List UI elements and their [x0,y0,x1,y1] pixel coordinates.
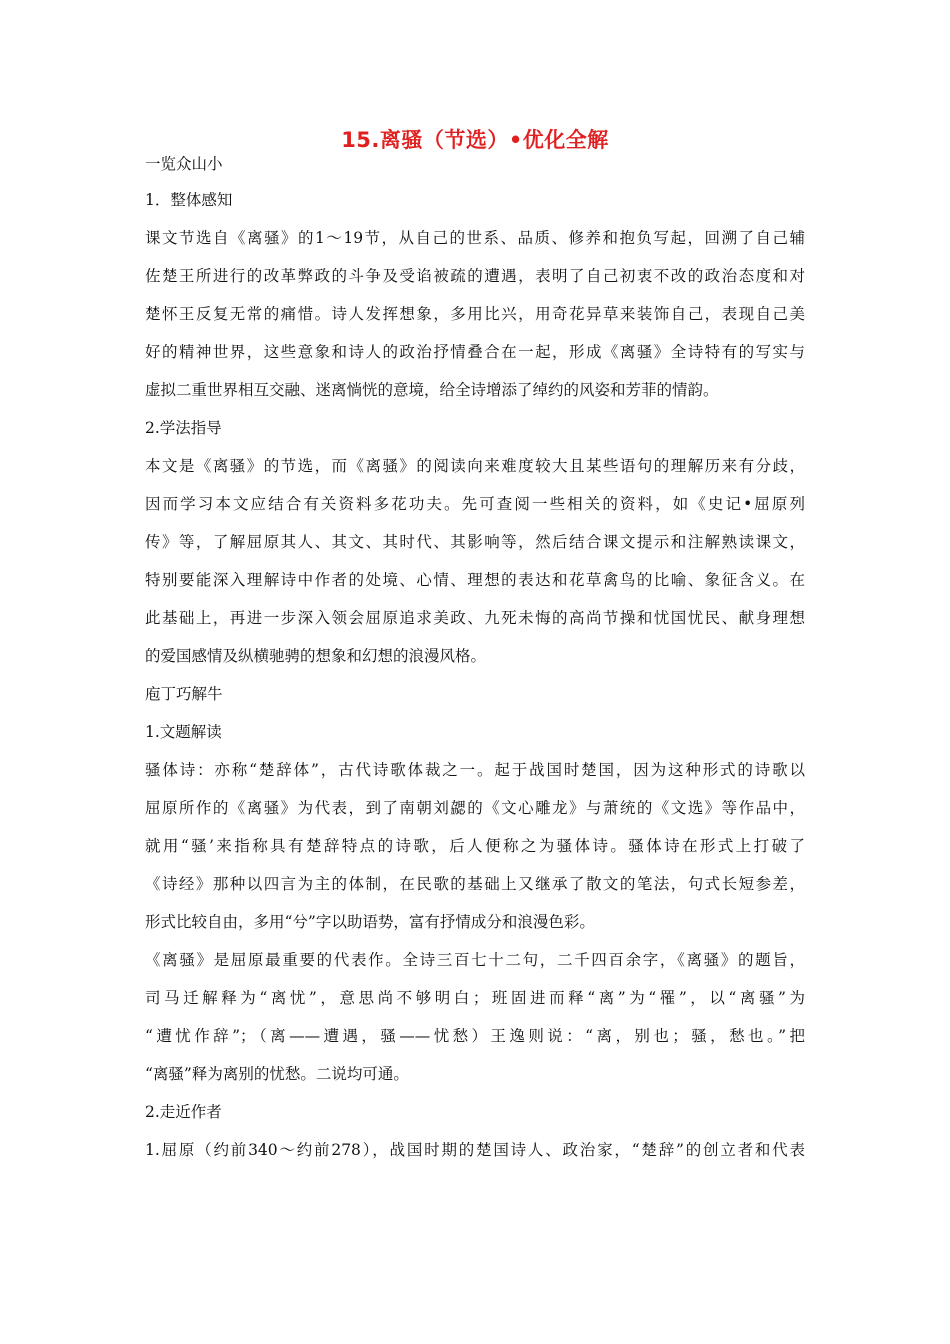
paragraph-line: 《诗经》那种以四言为主的体制，在民歌的基础上又继承了散文的笔法，句式长短参差， [145,875,805,893]
paragraph-line: 楚怀王反复无常的痛惜。诗人发挥想象，多用比兴，用奇花异草来装饰自己，表现自己美 [145,305,805,323]
subsection-heading: 1．整体感知 [145,191,233,209]
document-title: 15.离骚（节选）•优化全解 [341,128,609,152]
paragraph-line: 司马迁解释为“离忧”，意思尚不够明白；班固进而释“离”为“罹”，以“离骚”为 [145,989,805,1007]
subsection-heading: 2.学法指导 [145,419,222,437]
paragraph-line: “离骚”释为离别的忧愁。二说均可通。 [145,1065,409,1083]
paragraph-line: 就用“骚’来指称具有楚辞特点的诗歌，后人便称之为骚体诗。骚体诗在形式上打破了 [145,837,805,855]
paragraph-line: 虚拟二重世界相互交融、迷离惝恍的意境，给全诗增添了绰约的风姿和芳菲的情韵。 [145,381,719,399]
paragraph-line: 佐楚王所进行的改革弊政的斗争及受谄被疏的遭遇，表明了自己初衷不改的政治态度和对 [145,267,805,285]
section-heading: 一览众山小 [145,155,223,173]
paragraph-line: 形式比较自由，多用“兮”字以助语势，富有抒情成分和浪漫色彩。 [145,913,595,931]
subsection-heading: 2.走近作者 [145,1103,222,1121]
paragraph-line: 骚体诗：亦称“楚辞体”，古代诗歌体裁之一。起于战国时楚国，因为这种形式的诗歌以 [145,761,805,779]
paragraph-line: 特别要能深入理解诗中作者的处境、心情、理想的表达和花草禽鸟的比喻、象征含义。在 [145,571,805,589]
paragraph-line: 好的精神世界，这些意象和诗人的政治抒情叠合在一起，形成《离骚》全诗特有的写实与 [145,343,805,361]
paragraph-line: 的爱国感情及纵横驰骋的想象和幻想的浪漫风格。 [145,647,487,665]
paragraph-line: 本文是《离骚》的节选，而《离骚》的阅读向来难度较大且某些语句的理解历来有分歧， [145,457,805,475]
paragraph-line: 屈原所作的《离骚》为代表，到了南朝刘勰的《文心雕龙》与萧统的《文选》等作品中， [145,799,805,817]
paragraph-line: 因而学习本文应结合有关资料多花功夫。先可查阅一些相关的资料，如《史记•屈原列 [145,495,805,513]
subsection-heading: 1.文题解读 [145,723,222,741]
section-heading: 庖丁巧解牛 [145,685,223,703]
paragraph-line: 传》等，了解屈原其人、其文、其时代、其影响等，然后结合课文提示和注解熟读课文， [145,533,805,551]
paragraph-line: “遭忧作辞”；（离——遭遇，骚——忧愁）王逸则说：“离，别也；骚，愁也。”把 [145,1027,805,1045]
paragraph-line: 1.屈原（约前340～约前278），战国时期的楚国诗人、政治家，“楚辞”的创立者和代表 [145,1141,805,1159]
paragraph-line: 此基础上，再进一步深入领会屈原追求美政、九死未悔的高尚节操和忧国忧民、献身理想 [145,609,805,627]
paragraph-line: 课文节选自《离骚》的1～19节，从自己的世系、品质、修养和抱负写起，回溯了自己辅 [145,229,805,247]
paragraph-line: 《离骚》是屈原最重要的代表作。全诗三百七十二句，二千四百余字，《离骚》的题旨， [145,951,805,969]
